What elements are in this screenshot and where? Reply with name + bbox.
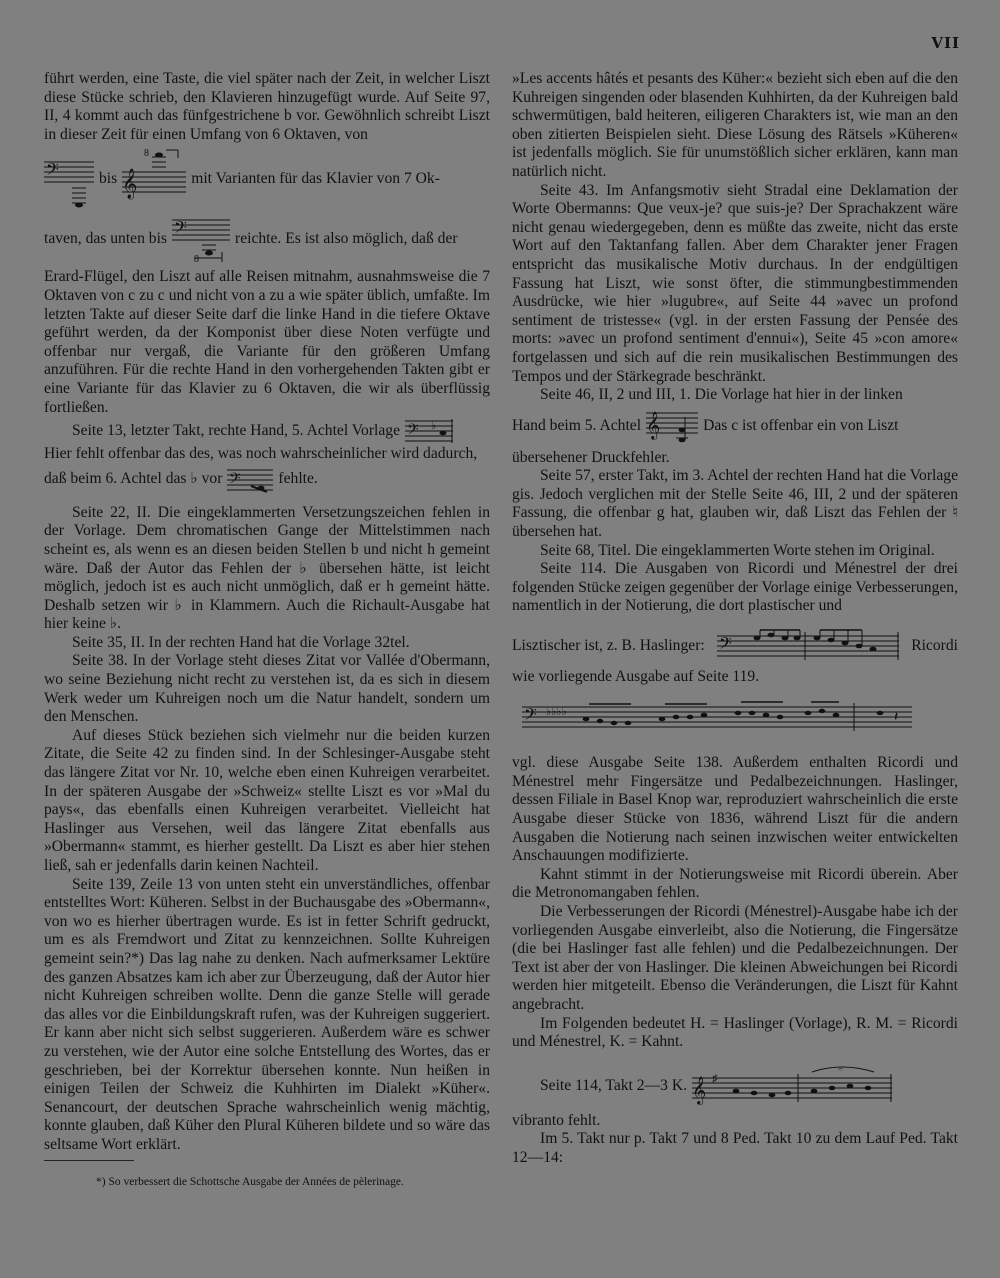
treble-clef-achtel-example (646, 407, 698, 447)
paragraph-seite-57: Seite 57, erster Takt, im 3. Achtel der rechten Hand hat die Vorlage gis. Jedoch verglichen mit der Stelle Seite 46, III, 2 und der späteren Fassung, die offenbar g hat, glauben wir, daß Liszt das Fehlen der ♮ übersehen hat. (512, 467, 958, 541)
svg-text:𝄢: 𝄢 (718, 635, 732, 658)
svg-text:𝄢: 𝄢 (407, 421, 419, 442)
bass-clef-flat-example (227, 466, 273, 494)
ricordi-example (512, 699, 958, 745)
svg-text:𝄢: 𝄢 (174, 219, 187, 242)
svg-text:♯: ♯ (712, 1072, 718, 1085)
text-mit-varianten: mit Varianten für das Klavier von 7 Ok- (191, 170, 440, 188)
footnote-rule (44, 1160, 134, 1161)
svg-text:8: 8 (194, 254, 199, 263)
svg-text:𝄢: 𝄢 (524, 705, 537, 728)
text-ricordi: Ricordi (911, 636, 958, 654)
paragraph-range: führt werden, eine Taste, die viel später nach der Zeit, in welcher Liszt diese Stücke schrieb, den Klavieren hinzugefügt wurde. Auf Seite 97, II, 4 kommt auch das fünfgestrichene b vor. Gewöhnlich schreibt Liszt in dieser Zeit für einen Umfang von 6 Oktaven, von (44, 70, 490, 143)
svg-text:𝄢: 𝄢 (229, 469, 241, 490)
bass-clef-vorlage-example (405, 417, 453, 445)
paragraph-seite-114: Seite 114. Die Ausgaben von Ricordi und Ménestrel der drei folgenden Stücke zeigen gegenüber der Vorlage einige Verbesserungen, namentlich in der Notierung, die dort plastischer und (512, 560, 958, 615)
paragraph-wie-vorliegende: wie vorliegende Ausgabe auf Seite 119. (512, 668, 760, 686)
flat-line (44, 466, 490, 494)
text-lisztischer: Lisztischer ist, z. B. Haslinger: (512, 636, 705, 654)
page-number: VII (931, 34, 960, 52)
svg-text:8: 8 (144, 148, 150, 160)
text-hand-beim: Hand beim 5. Achtel (512, 417, 642, 435)
paragraph-kahnt: Kahnt stimmt in der Notierungsweise mit Ricordi überein. Aber die Metronomangaben fehlen. (512, 865, 958, 902)
text-fehlte: fehlte. (278, 470, 318, 488)
treble-clef-high-note-example (122, 148, 186, 210)
paragraph-takt-5: Im 5. Takt nur p. Takt 7 und 8 Ped. Takt 10 zu dem Lauf Ped. Takt 12—14: (512, 1130, 958, 1166)
text-das-c: Das c ist offenbar ein von Liszt (703, 417, 899, 435)
paragraph-seite-38: Seite 38. In der Vorlage steht dieses Zitat vor Vallée d'Obermann, wo seine Beziehung nicht recht zu verstehen ist, da es sich in diesem Werk weder um Kuhreigen noch um die Natur handelt, sondern um den Menschen. (44, 652, 490, 726)
seite-114-k-line (540, 1064, 958, 1110)
paragraph-verbesserungen: Die Verbesserungen der Ricordi (Ménestrel)-Ausgabe habe ich der vorliegenden Ausgabe einverleibt, also die Notierung, die Fingersätze (die bei Haslinger fast alle fehlen) und die Pedalbezeichnungen. Der Text ist aber der von Haslinger. Die kleinen Abweichungen bei Ricordi werden hier mitgeteilt. Ebenso die Veränderungen, die Liszt für Kahnt angebracht. (512, 902, 958, 1013)
right-column (512, 70, 958, 1168)
footnote: *) So verbessert die Schottsche Ausgabe der Années de pèlerinage. (96, 1176, 404, 1188)
range-example-line (44, 148, 490, 210)
paragraph-erard: Erard-Flügel, den Liszt auf alle Reisen mitnahm, ausnahmsweise die 7 Oktaven von c zu c und nicht von a zu a wie später üblich, umfaßte. Im letzten Takte auf dieser Seite darf die linke Hand in die tiefere Oktave geführt werden, da der Komponist über diese Noten verfügte und offenbar nur vergaß, die Variante für den größeren Umfang anzuführen. Für die rechte Hand in den vorhergehenden Takten gibt er eine Variante für das Klavier zu 6 Oktaven, die wir als überflüssig fortließen. (44, 268, 490, 416)
paragraph-zitate: Auf dieses Stück beziehen sich vielmehr nur die beiden kurzen Zitate, die Seite 42 zu finden sind. In der Schlesinger-Ausgabe steht das längere Zitat vor Nr. 10, welche eben einen Kuhreigen verarbeitet. In der späteren Ausgabe der »Schweiz« stellte Liszt es vor »Mal du pays«, das ebenfalls einen Kuhreigen verarbeitet. Vielleicht hat Haslinger aus Versehen, weil das längere Zitat ebenfalls aus »Obermann« stammt, es hierher gestellt. Da Liszt es aber hier stehen ließ, sah er jedenfalls darin keinen Nachteil. (44, 726, 490, 874)
bass-clef-haslinger-example (717, 626, 899, 666)
haslinger-example-line (512, 626, 958, 666)
svg-text:♭♭♭♭: ♭♭♭♭ (546, 705, 567, 718)
text-seite-13: Seite 13, letzter Takt, rechte Hand, 5. Achtel Vorlage (72, 421, 401, 439)
lower-range-line (44, 216, 490, 262)
bass-clef-a-example (172, 216, 230, 262)
paragraph-les-accents: »Les accents hâtés et pesants des Küher:« bezieht sich eben auf die den Kuhreigen singenden oder blasenden Kuhhirten, da der Kuhreigen bald schwermütigen, bald heiteren, eiligeren Charakters ist, wie man an den oben zitierten Beispielen sieht. Diese Lösung des Rätsels »Küheren« ist jedenfalls möglich. Sie für unumstößlich sicher erklären, kann man natürlich nicht. (512, 70, 958, 180)
paragraph-seite-68: Seite 68, Titel. Die eingeklammerten Worte stehen im Original. (540, 541, 935, 559)
svg-text:𝄐: 𝄐 (838, 1063, 844, 1074)
text-daß-beim: daß beim 6. Achtel das ♭ vor (44, 470, 223, 488)
paragraph-seite-46: Seite 46, II, 2 und III, 1. Die Vorlage hat hier in der linken (540, 386, 903, 404)
svg-text:𝄞: 𝄞 (122, 169, 138, 199)
svg-text:𝄞: 𝄞 (692, 1077, 707, 1104)
paragraph-vibranto: vibranto fehlt. (512, 1111, 601, 1129)
seite-46-example-line (512, 407, 958, 447)
paragraph-vgl: vgl. diese Ausgabe Seite 138. Außerdem enthalten Ricordi und Ménestrel mehr Fingersätze und Pedalbezeichnungen. Haslinger, dessen Filiale in Basel Knop war, reproduziert wahrscheinlich die erste Ausgabe dieser Stücke von 1836, während Liszt für die andern Ausgaben die Notierung nach seinen inzwischen weiter entwickelten Anschauungen modifizierte. (512, 754, 958, 865)
paragraph-seite-139: Seite 139, Zeile 13 von unten steht ein unverständliches, offenbar entstelltes Wort: Küheren. Selbst in der Buchausgabe des »Obermann«, von wo es hierher übertragen wurde. Es ist in fetter Schrift gedruckt, um es als Fremdwort und Zitat zu kennzeichnen. Sollte Kuhreigen gemeint sein?*) Das lag nahe zu denken. Nach aufmerksamer Lektüre des ganzen Absatzes kam ich aber zur Überzeugung, daß der Autor hier nicht Kuhreigen schreiben wollte. Denn die ganze Stelle will gerade das alles vor die Einbildungskraft rufen, was der Kuhreigen suggeriert. Er kann aber nicht sich selbst suggerieren. Außerdem wäre es schwer zu verstehen, wie der Autor eine solche Entstellung des Wortes, das er geschrieben, bei der Korrektur übersehen konnte. Nun heißen in einigen Teilen der Schweiz die Kuhhirten im Dialekt »Küher«. Senancourt, der deutschen Sprache wahrscheinlich wenig mächtig, konnte glauben, daß Küher den Plural Küheren bildete und so wäre das seltsame Wort erklärt. (44, 875, 490, 1153)
paragraph-abkuerzungen: Im Folgenden bedeutet H. = Haslinger (Vorlage), R. M. = Ricordi und Ménestrel, K. = Kahnt. (512, 1014, 958, 1051)
text-reichte: reichte. Es ist also möglich, daß der (235, 230, 458, 248)
bass-clef-ricordi-staff (512, 699, 912, 739)
paragraph-seite-35: Seite 35, II. In der rechten Hand hat die Vorlage 32tel. (72, 633, 410, 651)
svg-text:♭: ♭ (431, 420, 437, 433)
paragraph-des: Hier fehlt offenbar das des, was noch wahrscheinlicher wird dadurch, (44, 445, 478, 463)
svg-text:𝄞: 𝄞 (646, 412, 661, 439)
paragraph-druckfehler: übersehener Druckfehler. (512, 448, 670, 466)
text-seite-114-takt: Seite 114, Takt 2—3 K. (540, 1077, 688, 1095)
seite-13-line (44, 417, 490, 445)
text-taven: taven, das unten bis (44, 230, 167, 248)
svg-text:𝄽: 𝄽 (894, 709, 899, 725)
paragraph-seite-22: Seite 22, II. Die eingeklammerten Versetzungszeichen fehlen in der Vorlage. Dem chromatischen Gange der Mittelstimmen nach scheint es, als wenn es an diesen beiden Stellen b und nicht h gemeint wäre. Daß der Autor das Fehlen der ♭ übersehen hätte, ist leicht möglich, jedoch ist es auch nicht unmöglich, daß er h gemeint hätte. Deshalb setzen wir ♭ in Klammern. Auch die Richault-Ausgabe hat hier keine ♭. (44, 503, 490, 633)
treble-clef-kahnt-example (692, 1064, 892, 1110)
bass-clef-low-note-example (44, 148, 94, 210)
paragraph-seite-43: Seite 43. Im Anfangsmotiv sieht Stradal eine Deklamation der Worte Obermanns: Que veux-je? que suis-je? Der Sprachakzent wäre nicht genau wiedergegeben, denn es müßte das zweite, nicht das erste Wort auf den Taktanfang fallen. Aber dem Charakter jener Fragen entspricht das musikalische Motiv durchaus. In der endgültigen Fassung hat Liszt, wie sonst öfter, die stimmungbestimmenden Ausdrücke, wie hier »lugubre«, auf Seite 44 »avec un profond sentiment de tristesse« (vgl. in der ersten Fassung der Pensée des morts: »avec un profond sentiment d'ennui«), Seite 45 »con amore« fortgelassen und sich auf die rein musikalischen Bestimmungen des Tempos und der Stärkegrade beschränkt. (512, 181, 958, 385)
word-bis: bis (99, 170, 118, 188)
left-column (44, 70, 490, 1155)
svg-text:𝄢: 𝄢 (46, 161, 59, 184)
